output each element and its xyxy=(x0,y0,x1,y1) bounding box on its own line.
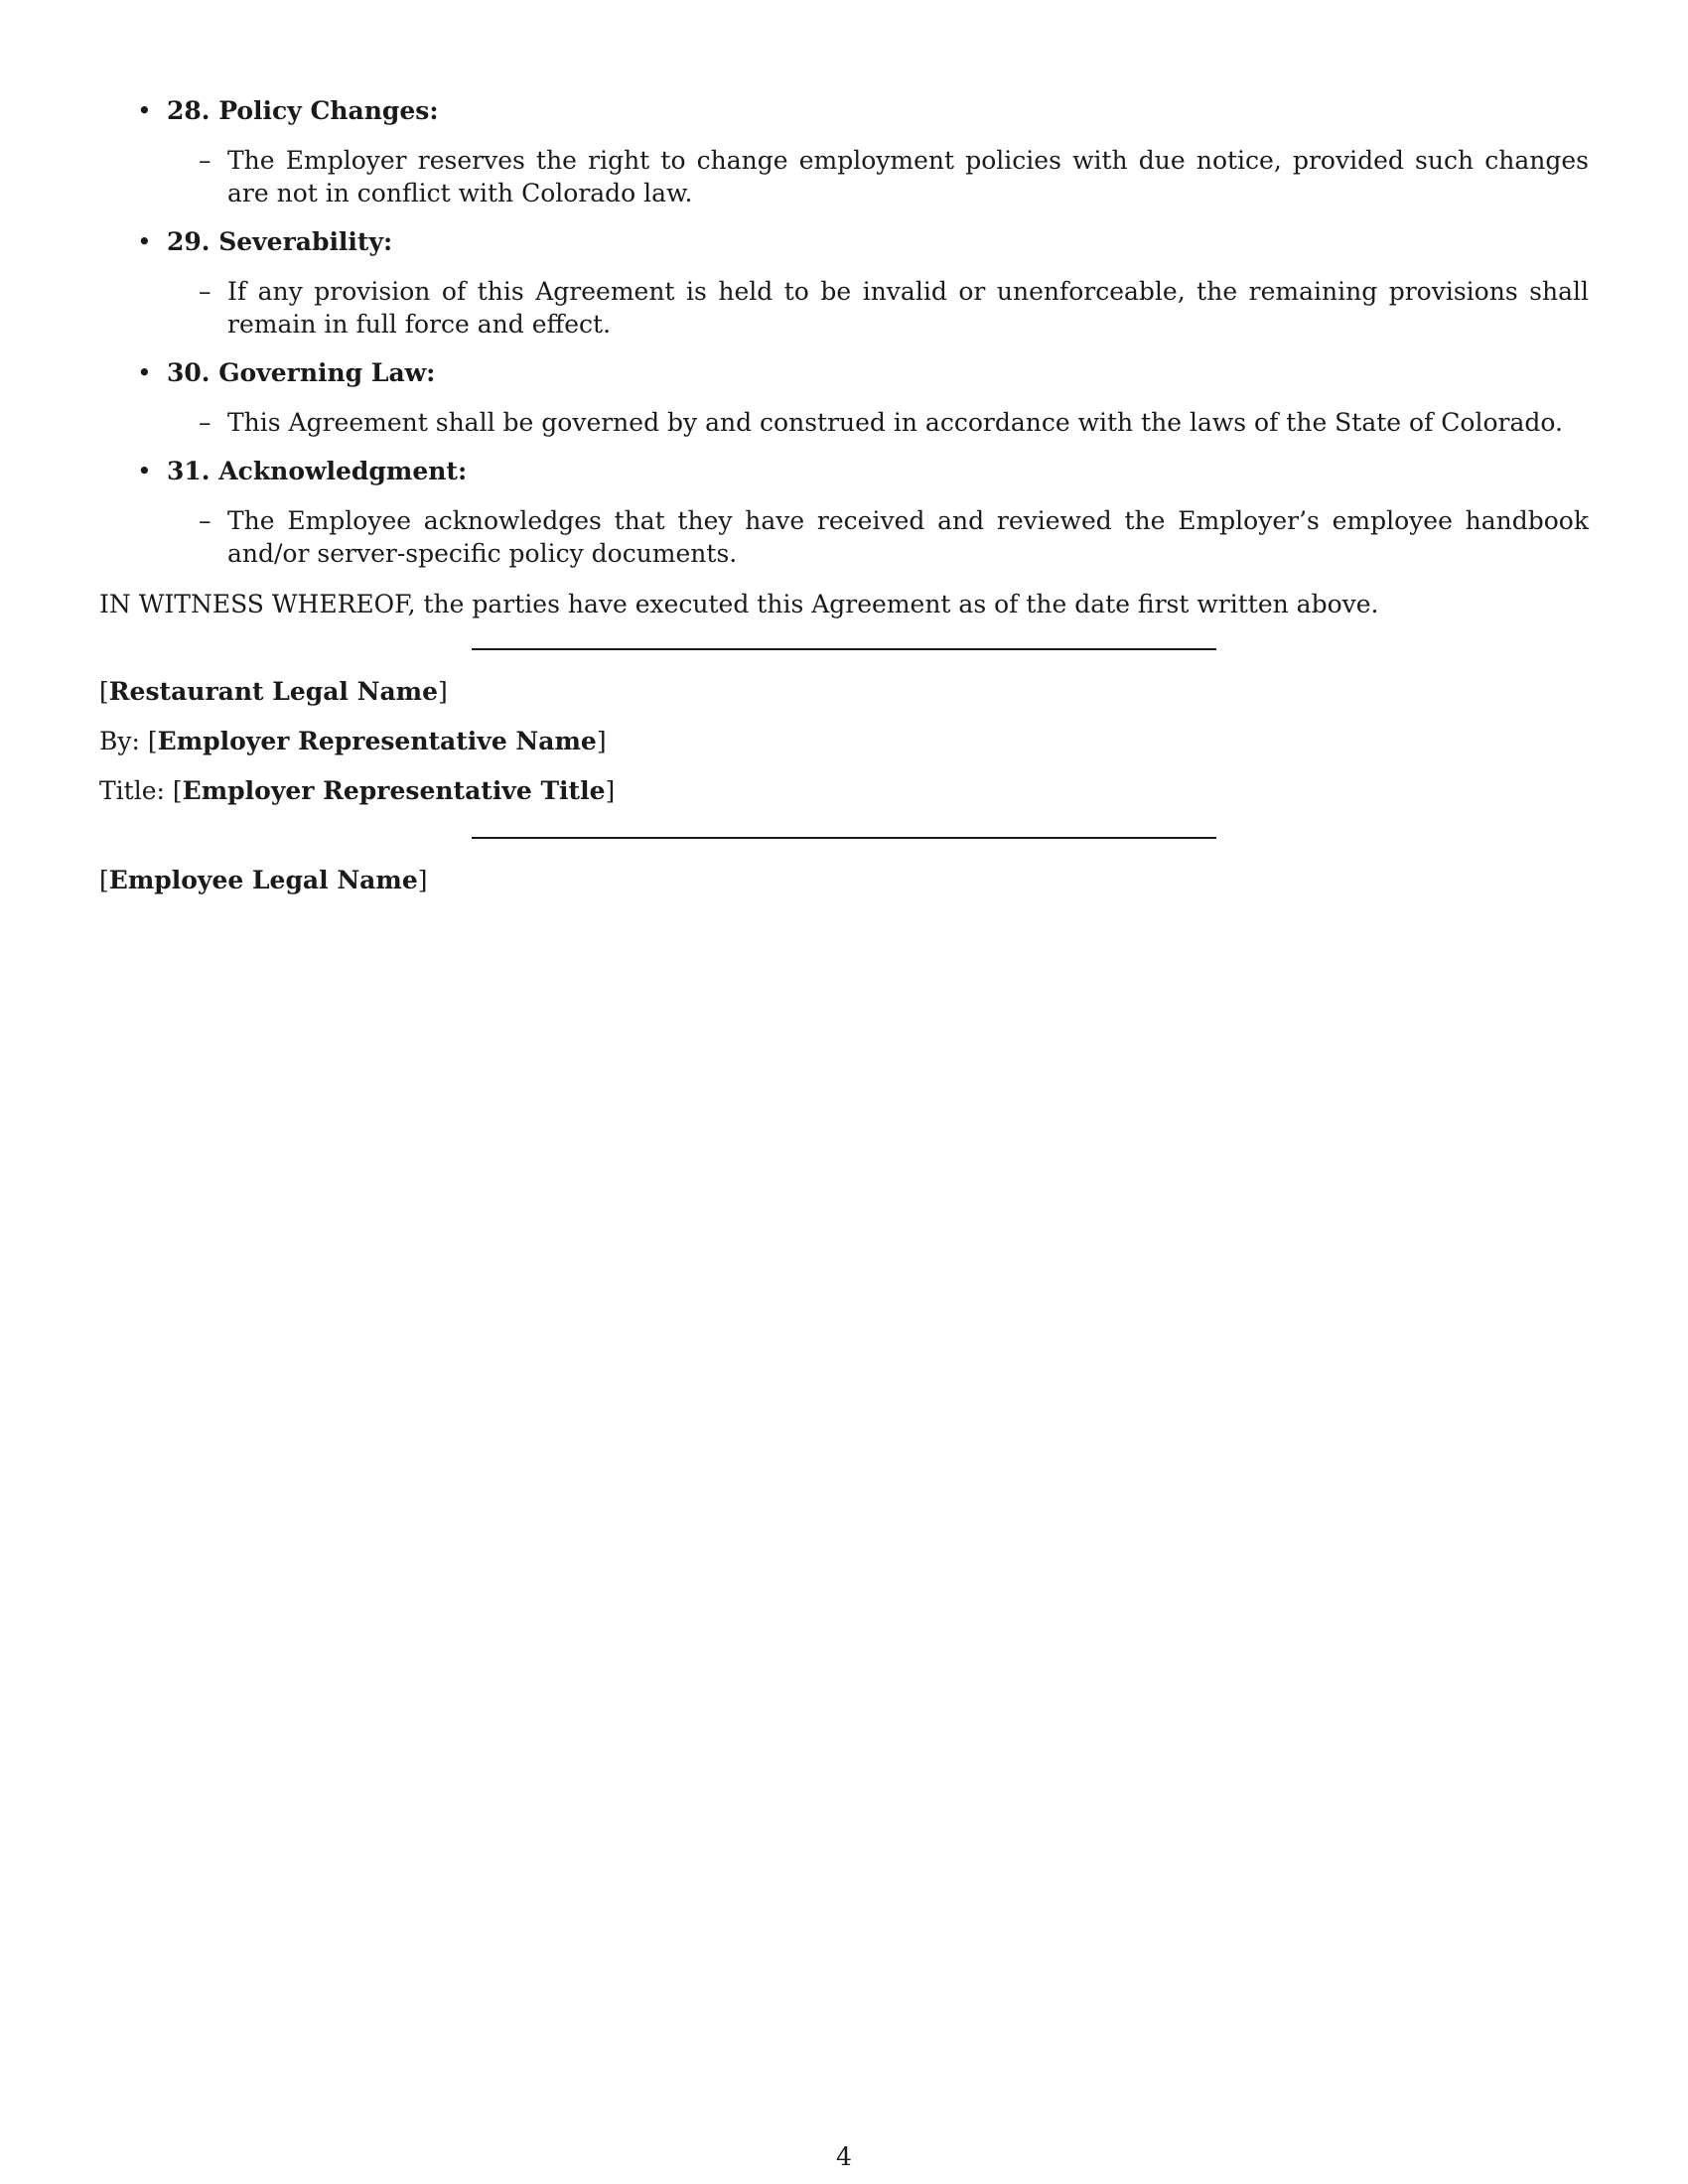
section-sub-item xyxy=(99,144,1589,209)
section-heading xyxy=(99,94,1589,127)
section-text: The Employee acknowledges that they have received and reviewed the Employer’s employee handbook and/or server-specific policy documents. xyxy=(227,506,1589,568)
section-governing-law xyxy=(99,356,1589,439)
bracket-close: ] xyxy=(596,727,607,755)
bracket-close: ] xyxy=(605,776,616,805)
dash-icon: – xyxy=(199,146,211,175)
section-heading-text: 29. Severability: xyxy=(167,227,393,256)
witness-clause: IN WITNESS WHEREOF, the parties have executed this Agreement as of the date first written above. xyxy=(99,590,1379,618)
bullet-icon: • xyxy=(137,358,152,387)
section-heading xyxy=(99,455,1589,487)
employer-signature-line xyxy=(472,648,1216,650)
bracket-open: [ xyxy=(99,866,109,894)
employee-legal-name xyxy=(99,864,1589,896)
bracket-close: ] xyxy=(438,677,448,706)
section-heading xyxy=(99,356,1589,389)
section-text: The Employer reserves the right to change employment policies with due notice, provided such changes are not in conflict with Colorado law. xyxy=(227,146,1589,207)
employer-name-placeholder: Restaurant Legal Name xyxy=(108,677,439,706)
bracket-open: [ xyxy=(147,727,158,755)
section-text: This Agreement shall be governed by and construed in accordance with the laws of the State of Colorado. xyxy=(227,408,1563,437)
employer-representative-row xyxy=(99,725,1589,757)
bullet-icon: • xyxy=(137,457,152,485)
section-severability xyxy=(99,225,1589,341)
bracket-close: ] xyxy=(417,866,428,894)
employee-name-placeholder: Employee Legal Name xyxy=(108,866,418,894)
section-heading-text: 31. Acknowledgment: xyxy=(167,457,468,485)
bracket-open: [ xyxy=(99,677,109,706)
representative-name-placeholder: Employer Representative Name xyxy=(157,727,597,755)
document-page xyxy=(99,94,1589,896)
employee-signature-line xyxy=(472,837,1216,839)
employer-legal-name xyxy=(99,675,1589,708)
section-heading-text: 30. Governing Law: xyxy=(167,358,436,387)
representative-title-placeholder: Employer Representative Title xyxy=(182,776,606,805)
dash-icon: – xyxy=(199,277,211,306)
page-number: 4 xyxy=(836,2142,852,2171)
dash-icon: – xyxy=(199,506,211,535)
section-text: If any provision of this Agreement is held to be invalid or unenforceable, the remaining provisions shall remain in full force and effect. xyxy=(227,277,1589,339)
section-sub-item xyxy=(99,406,1589,439)
bracket-open: [ xyxy=(172,776,183,805)
section-sub-item xyxy=(99,504,1589,570)
by-label: By: xyxy=(99,727,140,755)
section-heading xyxy=(99,225,1589,258)
section-heading-text: 28. Policy Changes: xyxy=(167,96,439,125)
title-label: Title: xyxy=(99,776,165,805)
bullet-icon: • xyxy=(137,227,152,256)
employer-title-row xyxy=(99,774,1589,807)
section-sub-item xyxy=(99,275,1589,341)
section-policy-changes xyxy=(99,94,1589,209)
dash-icon: – xyxy=(199,408,211,437)
section-acknowledgment xyxy=(99,455,1589,570)
bullet-icon: • xyxy=(137,96,152,125)
